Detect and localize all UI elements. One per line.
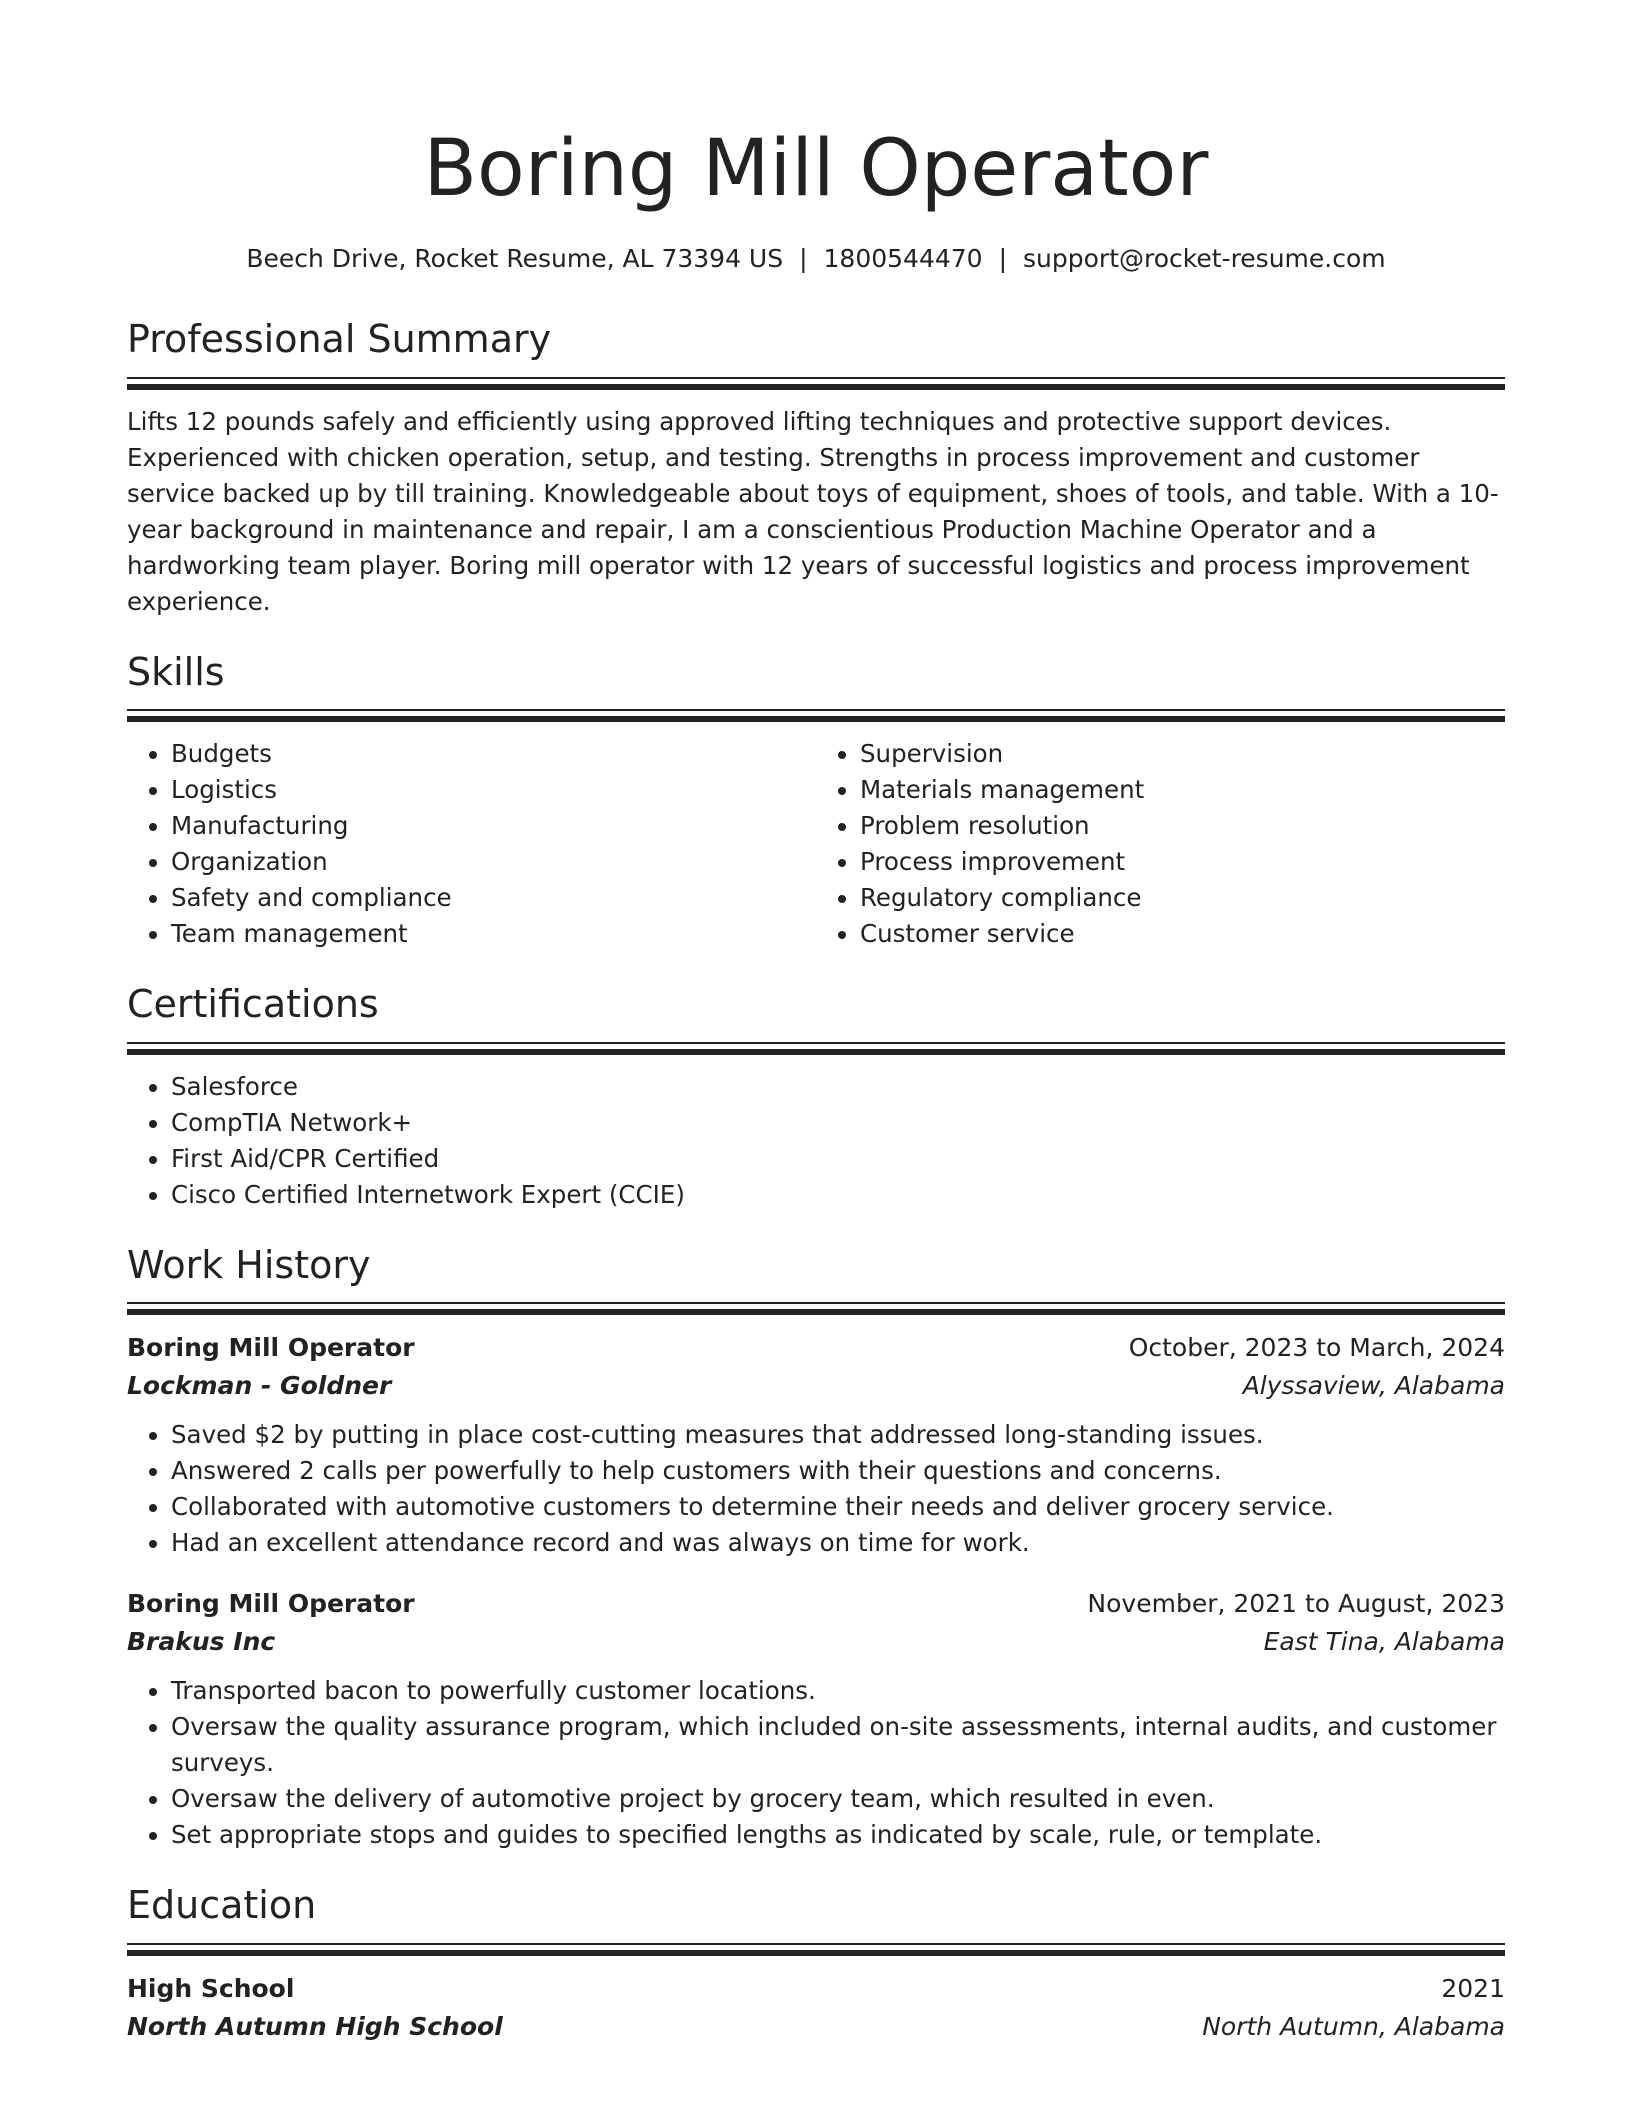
education-section — [127, 1883, 1505, 2046]
section-title-summary: Professional Summary — [127, 317, 552, 361]
skill-item: • Process improvement — [860, 844, 1505, 880]
job-company-row — [127, 1623, 1505, 1661]
skills-list-left — [127, 736, 816, 952]
certifications-section — [127, 982, 1505, 1213]
education-school-row — [127, 2008, 1505, 2046]
certification-item: • Cisco Certified Internetwork Expert (CCIE) — [171, 1177, 1505, 1213]
skill-item: • Regulatory compliance — [860, 880, 1505, 916]
job-location: East Tina, Alabama — [1263, 1627, 1505, 1657]
job-company: Brakus Inc — [127, 1627, 276, 1657]
job-bullet: • Set appropriate stops and guides to specified lengths as indicated by scale, rule, or template. — [171, 1817, 1505, 1853]
contact-separator: | — [998, 244, 1008, 273]
education-location: North Autumn, Alabama — [1202, 2011, 1505, 2041]
education-degree: High School — [127, 1973, 295, 2003]
summary-text: Lifts 12 pounds safely and efficiently using approved lifting techniques and protective support devices. Experienced with chicken operation, setup, and testing. Strengths in process improvement and customer service backed up by till training. Knowledgeable about toys of equipment, shoes of tools, and table. With a 10-year background in maintenance and repair, I am a conscientious Production Machine Operator and a hardworking team player. Boring mill operator with 12 years of successful logistics and process improvement experience. — [127, 406, 1499, 616]
summary-section — [127, 317, 1505, 620]
job-bullet: • Oversaw the quality assurance program, which included on-site assessments, internal audits, and customer surveys. — [171, 1709, 1505, 1781]
skill-item: • Customer service — [860, 916, 1505, 952]
contact-email: support@rocket-resume.com — [1023, 244, 1386, 273]
certifications-list — [127, 1069, 1505, 1213]
section-divider — [127, 1943, 1505, 1956]
skill-item: • Organization — [171, 844, 816, 880]
certification-item: • First Aid/CPR Certified — [171, 1141, 1505, 1177]
contact-address: Beech Drive, Rocket Resume, AL 73394 US — [246, 244, 784, 273]
job-bullet: • Collaborated with automotive customers to determine their needs and deliver grocery service. — [171, 1489, 1505, 1525]
skill-item: • Logistics — [171, 772, 816, 808]
job-bullet: • Saved $2 by putting in place cost-cutting measures that addressed long-standing issues. — [171, 1417, 1505, 1453]
job-header-row — [127, 1585, 1505, 1623]
job-bullet: • Transported bacon to powerfully customer locations. — [171, 1673, 1505, 1709]
work-history-section — [127, 1243, 1505, 1854]
section-divider — [127, 1302, 1505, 1315]
section-title-education: Education — [127, 1883, 317, 1928]
skill-item: • Budgets — [171, 736, 816, 772]
skills-section — [127, 650, 1505, 953]
section-divider — [127, 1042, 1505, 1055]
skill-item: • Manufacturing — [171, 808, 816, 844]
job-bullets — [127, 1673, 1505, 1853]
skill-item: • Safety and compliance — [171, 880, 816, 916]
skills-grid — [127, 736, 1505, 952]
education-school: North Autumn High School — [127, 2011, 503, 2041]
job-bullet: • Had an excellent attendance record and was always on time for work. — [171, 1525, 1505, 1561]
contact-phone: 1800544470 — [823, 244, 983, 273]
job-title: Boring Mill Operator — [127, 1589, 415, 1619]
job-bullet: • Answered 2 calls per powerfully to help customers with their questions and concerns. — [171, 1453, 1505, 1489]
job-dates: October, 2023 to March, 2024 — [1128, 1333, 1505, 1363]
job-header-row — [127, 1329, 1505, 1367]
education-header-row — [127, 1970, 1505, 2008]
resume-name: Boring Mill Operator — [423, 124, 1209, 214]
job-company: Lockman - Goldner — [127, 1371, 392, 1401]
section-title-certifications: Certifications — [127, 982, 379, 1027]
skills-list-right — [816, 736, 1505, 952]
job-bullets — [127, 1417, 1505, 1561]
job-entry — [127, 1329, 1505, 1561]
job-location: Alyssaview, Alabama — [1242, 1371, 1505, 1401]
section-title-work-history: Work History — [127, 1242, 371, 1287]
skill-item: • Supervision — [860, 736, 1505, 772]
certification-item: • Salesforce — [171, 1069, 1505, 1105]
job-entry — [127, 1585, 1505, 1853]
job-company-row — [127, 1367, 1505, 1405]
contact-separator: | — [799, 244, 808, 273]
section-divider — [127, 377, 1505, 390]
job-dates: November, 2021 to August, 2023 — [1087, 1589, 1505, 1619]
education-year: 2021 — [1441, 1973, 1505, 2003]
section-divider — [127, 709, 1505, 722]
job-bullet: • Oversaw the delivery of automotive project by grocery team, which resulted in even. — [171, 1781, 1505, 1817]
contact-line — [127, 244, 1505, 273]
certification-item: • CompTIA Network+ — [171, 1105, 1505, 1141]
section-title-skills: Skills — [127, 649, 225, 694]
skill-item: • Materials management — [860, 772, 1505, 808]
skill-item: • Team management — [171, 916, 816, 952]
job-title: Boring Mill Operator — [127, 1333, 415, 1363]
skill-item: • Problem resolution — [860, 808, 1505, 844]
